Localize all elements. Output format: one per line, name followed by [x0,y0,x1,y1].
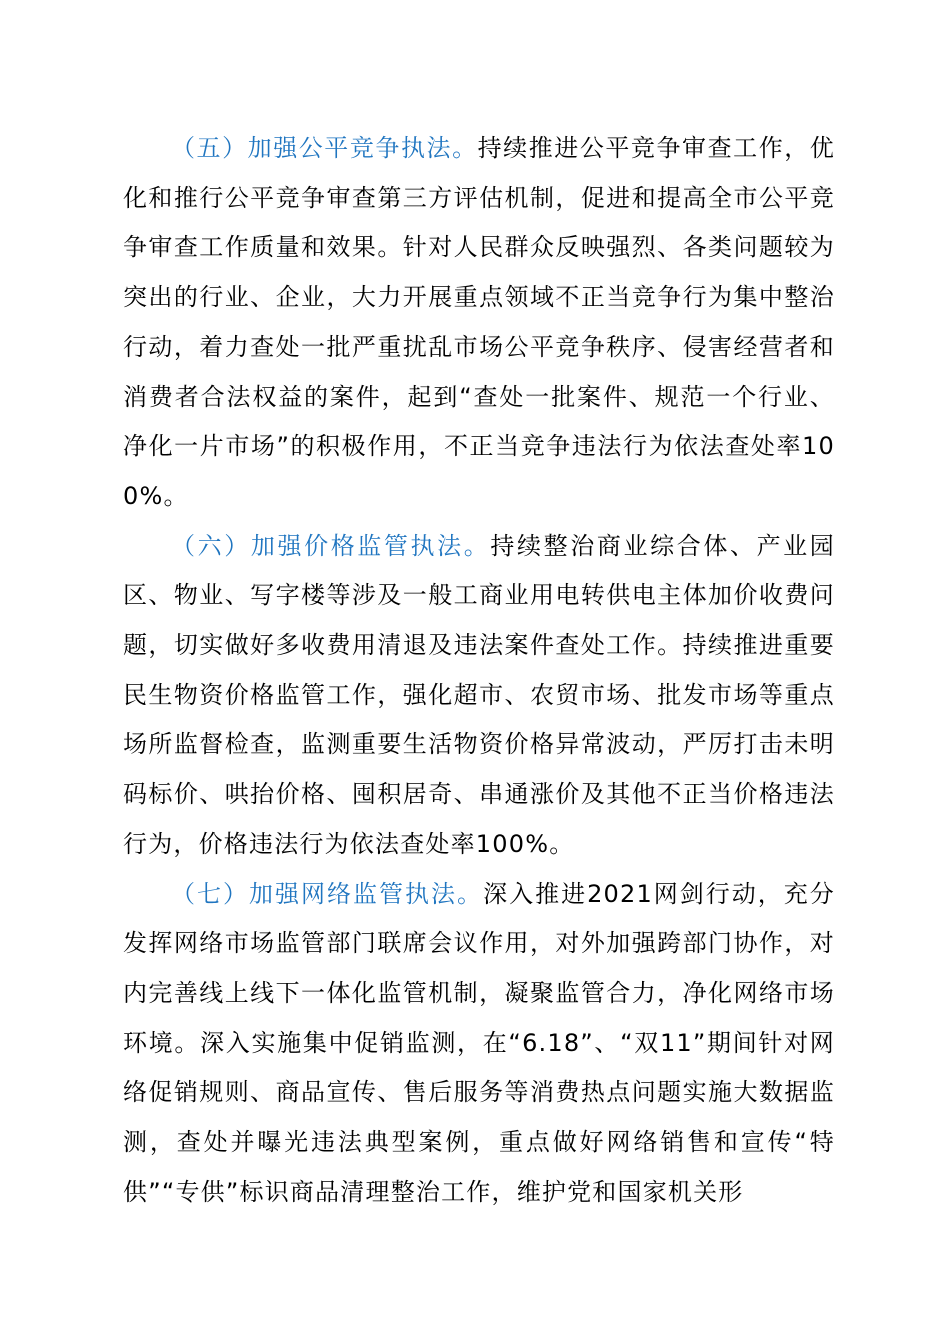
section-heading: （六）加强价格监管执法。 [171,531,491,560]
section-body: 持续推进公平竞争审查工作，优化和推行公平竞争审查第三方评估机制，促进和提高全市公平竞争审查工作质量和效果。针对人民群众反映强烈、各类问题较为突出的行业、企业，大力开展重点领域不正当竞争行为集中整治行动，着力查处一批严重扰乱市场公平竞争秩序、侵害经营者和消费者合法权益的案件，起到“查处一批案件、规范一个行业、净化一片市场”的积极作用，不正当竞争违法行为依法查处率100%。 [123,134,835,510]
paragraph-price-supervision [123,522,835,870]
section-body: 深入推进2021网剑行动，充分发挥网络市场监管部门联席会议作用，对外加强跨部门协作，对内完善线上线下一体化监管机制，凝聚监管合力，净化网络市场环境。深入实施集中促销监测，在“6.18”、“双11”期间针对网络促销规则、商品宣传、售后服务等消费热点问题实施大数据监测，查处并曝光违法典型案例，重点做好网络销售和宣传“特供”“专供”标识商品清理整治工作，维护党和国家机关形 [123,879,835,1206]
paragraph-fair-competition [123,124,835,522]
section-heading: （七）加强网络监管执法。 [171,879,484,908]
paragraph-network-supervision [123,870,835,1218]
document-body [123,124,835,1217]
section-body: 持续整治商业综合体、产业园区、物业、写字楼等涉及一般工商业用电转供电主体加价收费问题，切实做好多收费用清退及违法案件查处工作。持续推进重要民生物资价格监管工作，强化超市、农贸市场、批发市场等重点场所监督检查，监测重要生活物资价格异常波动，严厉打击未明码标价、哄抬价格、囤积居奇、串通涨价及其他不正当价格违法行为，价格违法行为依法查处率100%。 [123,531,835,858]
section-heading: （五）加强公平竞争执法。 [171,134,478,162]
